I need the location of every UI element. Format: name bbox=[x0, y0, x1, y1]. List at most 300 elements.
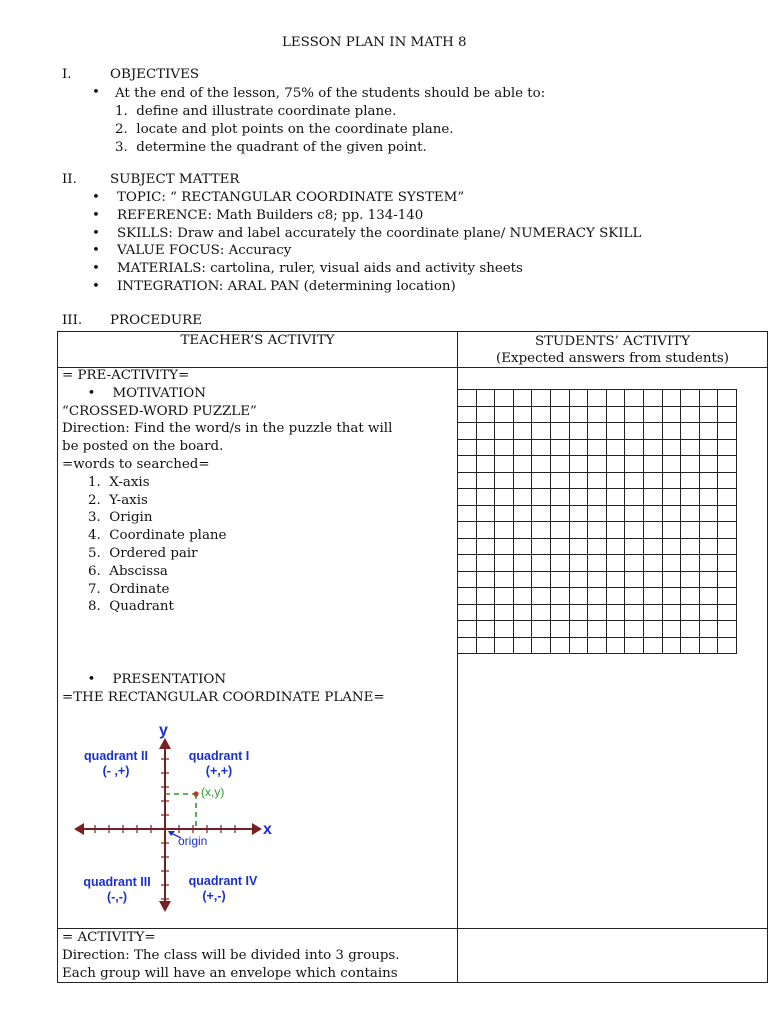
plane-title: =THE RECTANGULAR COORDINATE PLANE= bbox=[62, 689, 385, 705]
objectives-intro: At the end of the lesson, 75% of the students should be able to: bbox=[115, 86, 546, 101]
puzzle-cell bbox=[532, 423, 551, 440]
puzzle-cell bbox=[495, 555, 514, 572]
puzzle-cell bbox=[644, 423, 663, 440]
puzzle-cell bbox=[681, 489, 700, 506]
puzzle-cell bbox=[458, 605, 477, 622]
puzzle-cell bbox=[681, 506, 700, 523]
puzzle-cell bbox=[588, 621, 607, 638]
puzzle-cell bbox=[495, 473, 514, 490]
puzzle-cell bbox=[570, 489, 589, 506]
puzzle-cell bbox=[551, 473, 570, 490]
puzzle-cell bbox=[644, 572, 663, 589]
list-item: 7. Ordinate bbox=[88, 581, 170, 597]
puzzle-cell bbox=[663, 489, 682, 506]
puzzle-cell bbox=[700, 539, 719, 556]
puzzle-cell bbox=[607, 605, 626, 622]
subject-list bbox=[92, 189, 641, 296]
puzzle-cell bbox=[663, 539, 682, 556]
puzzle-cell bbox=[700, 588, 719, 605]
puzzle-cell bbox=[551, 489, 570, 506]
puzzle-cell bbox=[477, 572, 496, 589]
puzzle-cell bbox=[495, 539, 514, 556]
puzzle-cell bbox=[551, 423, 570, 440]
y-axis-label: y bbox=[159, 722, 168, 739]
puzzle-cell bbox=[477, 588, 496, 605]
list-item: • TOPIC: “ RECTANGULAR COORDINATE SYSTEM” bbox=[92, 190, 465, 205]
puzzle-cell bbox=[681, 423, 700, 440]
pre-activity-label: = PRE-ACTIVITY= bbox=[62, 368, 190, 383]
puzzle-cell bbox=[532, 473, 551, 490]
puzzle-cell bbox=[625, 489, 644, 506]
puzzle-cell bbox=[718, 638, 737, 655]
puzzle-cell bbox=[532, 522, 551, 539]
puzzle-cell bbox=[700, 489, 719, 506]
puzzle-cell bbox=[514, 605, 533, 622]
puzzle-cell bbox=[458, 423, 477, 440]
subject-heading: SUBJECT MATTER bbox=[110, 172, 240, 187]
puzzle-cell bbox=[570, 572, 589, 589]
puzzle-cell bbox=[514, 473, 533, 490]
quadrant-2-sign: (- ,+) bbox=[102, 764, 130, 778]
puzzle-cell bbox=[718, 522, 737, 539]
puzzle-cell bbox=[644, 522, 663, 539]
puzzle-cell bbox=[607, 572, 626, 589]
pre-activity-block bbox=[62, 367, 392, 616]
puzzle-cell bbox=[551, 621, 570, 638]
puzzle-cell bbox=[495, 522, 514, 539]
puzzle-cell bbox=[681, 522, 700, 539]
puzzle-cell bbox=[514, 506, 533, 523]
puzzle-cell bbox=[718, 621, 737, 638]
puzzle-cell bbox=[718, 440, 737, 457]
puzzle-cell bbox=[458, 621, 477, 638]
puzzle-cell bbox=[570, 522, 589, 539]
puzzle-cell bbox=[570, 407, 589, 424]
puzzle-cell bbox=[681, 440, 700, 457]
puzzle-cell bbox=[514, 522, 533, 539]
procedure-heading: PROCEDURE bbox=[110, 313, 202, 328]
puzzle-cell bbox=[532, 539, 551, 556]
x-axis-right-arrow-icon bbox=[252, 823, 262, 835]
quadrant-4-sign: (+,-) bbox=[202, 889, 226, 903]
puzzle-cell bbox=[718, 423, 737, 440]
puzzle-cell bbox=[607, 407, 626, 424]
quadrant-2-label: quadrant II bbox=[84, 749, 148, 763]
puzzle-cell bbox=[551, 506, 570, 523]
origin-label: origin bbox=[178, 834, 208, 848]
list-item: 2. Y-axis bbox=[88, 492, 148, 508]
quadrant-3-label: quadrant III bbox=[83, 875, 151, 889]
puzzle-cell bbox=[458, 588, 477, 605]
puzzle-cell bbox=[495, 621, 514, 638]
puzzle-cell bbox=[532, 621, 551, 638]
puzzle-cell bbox=[477, 638, 496, 655]
puzzle-cell bbox=[644, 506, 663, 523]
x-axis-left-arrow-icon bbox=[74, 823, 84, 835]
puzzle-cell bbox=[681, 605, 700, 622]
puzzle-cell bbox=[514, 407, 533, 424]
puzzle-cell bbox=[532, 638, 551, 655]
puzzle-cell bbox=[644, 473, 663, 490]
puzzle-cell bbox=[681, 588, 700, 605]
puzzle-cell bbox=[625, 555, 644, 572]
x-axis-label: x bbox=[263, 821, 272, 838]
puzzle-cell bbox=[570, 621, 589, 638]
page-title: LESSON PLAN IN MATH 8 bbox=[282, 35, 467, 50]
activity-block bbox=[62, 929, 400, 982]
puzzle-cell bbox=[458, 407, 477, 424]
puzzle-cell bbox=[681, 473, 700, 490]
puzzle-cell bbox=[718, 473, 737, 490]
puzzle-cell bbox=[607, 638, 626, 655]
puzzle-cell bbox=[477, 605, 496, 622]
quadrant-4-label: quadrant IV bbox=[188, 874, 258, 888]
puzzle-cell bbox=[644, 605, 663, 622]
puzzle-cell bbox=[663, 456, 682, 473]
puzzle-cell bbox=[644, 555, 663, 572]
teacher-header-cell bbox=[58, 332, 458, 368]
puzzle-cell bbox=[663, 440, 682, 457]
puzzle-cell bbox=[532, 456, 551, 473]
puzzle-cell bbox=[551, 407, 570, 424]
students-header-cell bbox=[458, 332, 768, 368]
presentation-item: • PRESENTATION bbox=[62, 672, 227, 687]
puzzle-cell bbox=[458, 473, 477, 490]
puzzle-cell bbox=[477, 621, 496, 638]
puzzle-cell bbox=[700, 440, 719, 457]
procedure-numeral: III. bbox=[62, 313, 83, 328]
teacher-header: TEACHER’S ACTIVITY bbox=[180, 333, 335, 348]
point-label: (x,y) bbox=[201, 785, 225, 799]
puzzle-cell bbox=[588, 506, 607, 523]
puzzle-cell bbox=[700, 423, 719, 440]
puzzle-cell bbox=[663, 555, 682, 572]
list-item: 6. Abscissa bbox=[88, 563, 168, 579]
puzzle-cell bbox=[588, 588, 607, 605]
puzzle-cell bbox=[458, 555, 477, 572]
puzzle-cell bbox=[625, 621, 644, 638]
puzzle-cell bbox=[607, 489, 626, 506]
objectives-list bbox=[115, 103, 454, 156]
puzzle-cell bbox=[495, 506, 514, 523]
puzzle-cell bbox=[458, 440, 477, 457]
puzzle-cell bbox=[551, 605, 570, 622]
puzzle-cell bbox=[532, 588, 551, 605]
puzzle-cell bbox=[607, 555, 626, 572]
objectives-numeral: I. bbox=[62, 67, 72, 82]
puzzle-cell bbox=[625, 407, 644, 424]
puzzle-cell bbox=[532, 506, 551, 523]
puzzle-cell bbox=[588, 456, 607, 473]
puzzle-cell bbox=[495, 456, 514, 473]
puzzle-cell bbox=[644, 621, 663, 638]
puzzle-cell bbox=[700, 638, 719, 655]
puzzle-cell bbox=[681, 539, 700, 556]
puzzle-cell bbox=[477, 555, 496, 572]
puzzle-cell bbox=[700, 621, 719, 638]
list-item: • VALUE FOCUS: Accuracy bbox=[92, 243, 292, 259]
puzzle-cell bbox=[551, 572, 570, 589]
puzzle-cell bbox=[532, 390, 551, 407]
puzzle-cell bbox=[644, 638, 663, 655]
quadrant-3-sign: (-,-) bbox=[106, 890, 128, 904]
puzzle-cell bbox=[588, 522, 607, 539]
puzzle-cell bbox=[718, 390, 737, 407]
puzzle-cell bbox=[588, 407, 607, 424]
words-list bbox=[62, 474, 392, 616]
motivation-item: • MOTIVATION bbox=[62, 385, 206, 401]
coordinate-plane-diagram bbox=[68, 716, 288, 916]
puzzle-cell bbox=[607, 539, 626, 556]
puzzle-cell bbox=[588, 572, 607, 589]
puzzle-cell bbox=[477, 440, 496, 457]
puzzle-cell bbox=[625, 572, 644, 589]
puzzle-cell bbox=[718, 539, 737, 556]
puzzle-cell bbox=[514, 440, 533, 457]
direction-line: Direction: Find the word/s in the puzzle that will bbox=[62, 421, 393, 437]
puzzle-cell bbox=[514, 390, 533, 407]
puzzle-cell bbox=[700, 555, 719, 572]
puzzle-cell bbox=[570, 440, 589, 457]
puzzle-cell bbox=[700, 605, 719, 622]
list-item: • SKILLS: Draw and label accurately the coordinate plane/ NUMERACY SKILL bbox=[92, 225, 642, 241]
list-item: 3. Origin bbox=[88, 510, 153, 526]
puzzle-cell bbox=[477, 390, 496, 407]
puzzle-cell bbox=[551, 456, 570, 473]
puzzle-cell bbox=[570, 473, 589, 490]
puzzle-cell bbox=[718, 506, 737, 523]
puzzle-cell bbox=[477, 539, 496, 556]
puzzle-cell bbox=[700, 522, 719, 539]
puzzle-cell bbox=[514, 588, 533, 605]
puzzle-cell bbox=[644, 588, 663, 605]
puzzle-cell bbox=[532, 605, 551, 622]
puzzle-cell bbox=[458, 572, 477, 589]
list-item: 4. Coordinate plane bbox=[88, 528, 227, 544]
puzzle-cell bbox=[495, 390, 514, 407]
puzzle-cell bbox=[588, 440, 607, 457]
puzzle-cell bbox=[644, 489, 663, 506]
puzzle-cell bbox=[477, 473, 496, 490]
puzzle-cell bbox=[607, 522, 626, 539]
students-header: STUDENTS’ ACTIVITY bbox=[534, 334, 691, 349]
direction-line: be posted on the board. bbox=[62, 439, 224, 455]
puzzle-cell bbox=[477, 506, 496, 523]
puzzle-cell bbox=[625, 539, 644, 556]
y-axis-up-arrow-icon bbox=[159, 738, 171, 749]
puzzle-cell bbox=[495, 489, 514, 506]
puzzle-cell bbox=[588, 539, 607, 556]
puzzle-cell bbox=[588, 638, 607, 655]
puzzle-cell bbox=[607, 423, 626, 440]
list-item: • MATERIALS: cartolina, ruler, visual aids and activity sheets bbox=[92, 261, 523, 277]
puzzle-cell bbox=[588, 489, 607, 506]
puzzle-cell bbox=[551, 390, 570, 407]
puzzle-cell bbox=[625, 390, 644, 407]
objectives-heading: OBJECTIVES bbox=[110, 67, 200, 82]
puzzle-cell bbox=[570, 456, 589, 473]
activity-direction: Direction: The class will be divided into 3 groups. bbox=[62, 947, 400, 963]
puzzle-cell bbox=[477, 423, 496, 440]
puzzle-cell bbox=[514, 539, 533, 556]
puzzle-cell bbox=[458, 456, 477, 473]
puzzle-cell bbox=[477, 407, 496, 424]
puzzle-cell bbox=[458, 390, 477, 407]
activity-direction: Each group will have an envelope which contains bbox=[62, 965, 398, 981]
puzzle-cell bbox=[514, 638, 533, 655]
list-item: 3. determine the quadrant of the given point. bbox=[115, 139, 427, 155]
puzzle-cell bbox=[663, 605, 682, 622]
puzzle-cell bbox=[588, 555, 607, 572]
plotted-point bbox=[193, 791, 198, 796]
puzzle-cell bbox=[718, 572, 737, 589]
puzzle-cell bbox=[477, 489, 496, 506]
puzzle-cell bbox=[514, 572, 533, 589]
puzzle-cell bbox=[718, 456, 737, 473]
puzzle-cell bbox=[495, 605, 514, 622]
puzzle-cell bbox=[570, 638, 589, 655]
puzzle-cell bbox=[495, 588, 514, 605]
puzzle-cell bbox=[477, 456, 496, 473]
puzzle-cell bbox=[625, 473, 644, 490]
puzzle-cell bbox=[625, 588, 644, 605]
puzzle-cell bbox=[718, 605, 737, 622]
list-item: 5. Ordered pair bbox=[88, 545, 198, 561]
puzzle-cell bbox=[663, 506, 682, 523]
puzzle-cell bbox=[625, 440, 644, 457]
puzzle-cell bbox=[570, 605, 589, 622]
puzzle-cell bbox=[663, 390, 682, 407]
puzzle-cell bbox=[644, 440, 663, 457]
puzzle-cell bbox=[495, 572, 514, 589]
puzzle-cell bbox=[607, 473, 626, 490]
puzzle-cell bbox=[532, 489, 551, 506]
students-subheader: (Expected answers from students) bbox=[496, 351, 729, 366]
puzzle-cell bbox=[663, 407, 682, 424]
puzzle-cell bbox=[458, 522, 477, 539]
puzzle-cell bbox=[625, 605, 644, 622]
puzzle-cell bbox=[681, 456, 700, 473]
puzzle-cell bbox=[458, 489, 477, 506]
puzzle-cell bbox=[700, 390, 719, 407]
puzzle-cell bbox=[551, 588, 570, 605]
y-axis-down-arrow-icon bbox=[159, 901, 171, 912]
puzzle-cell bbox=[607, 390, 626, 407]
puzzle-cell bbox=[532, 555, 551, 572]
puzzle-cell bbox=[551, 522, 570, 539]
activity-label: = ACTIVITY= bbox=[62, 930, 156, 945]
puzzle-cell bbox=[514, 489, 533, 506]
puzzle-cell bbox=[644, 539, 663, 556]
puzzle-cell bbox=[625, 456, 644, 473]
list-item: 1. X-axis bbox=[88, 474, 150, 490]
puzzle-cell bbox=[588, 605, 607, 622]
puzzle-cell bbox=[495, 638, 514, 655]
puzzle-cell bbox=[625, 506, 644, 523]
quadrant-1-label: quadrant I bbox=[188, 749, 250, 763]
puzzle-cell bbox=[458, 539, 477, 556]
puzzle-cell bbox=[681, 572, 700, 589]
puzzle-cell bbox=[644, 407, 663, 424]
puzzle-cell bbox=[700, 456, 719, 473]
puzzle-cell bbox=[532, 440, 551, 457]
puzzle-cell bbox=[663, 473, 682, 490]
puzzle-cell bbox=[663, 588, 682, 605]
puzzle-cell bbox=[551, 555, 570, 572]
puzzle-cell bbox=[495, 440, 514, 457]
puzzle-cell bbox=[570, 555, 589, 572]
puzzle-cell bbox=[700, 473, 719, 490]
list-item: 2. locate and plot points on the coordinate plane. bbox=[115, 121, 454, 137]
puzzle-cell bbox=[700, 506, 719, 523]
puzzle-cell bbox=[607, 588, 626, 605]
bullet: • bbox=[92, 85, 100, 100]
puzzle-cell bbox=[514, 621, 533, 638]
puzzle-cell bbox=[663, 522, 682, 539]
puzzle-cell bbox=[588, 390, 607, 407]
puzzle-cell bbox=[551, 440, 570, 457]
puzzle-cell bbox=[458, 506, 477, 523]
puzzle-cell bbox=[607, 440, 626, 457]
puzzle-cell bbox=[681, 621, 700, 638]
puzzle-cell bbox=[718, 555, 737, 572]
puzzle-cell bbox=[700, 572, 719, 589]
puzzle-cell bbox=[607, 506, 626, 523]
puzzle-cell bbox=[570, 539, 589, 556]
puzzle-title: “CROSSED-WORD PUZZLE” bbox=[62, 403, 257, 419]
puzzle-cell bbox=[607, 456, 626, 473]
puzzle-cell bbox=[495, 407, 514, 424]
words-heading: =words to searched= bbox=[62, 456, 210, 472]
list-item: • REFERENCE: Math Builders c8; pp. 134-140 bbox=[92, 207, 424, 223]
puzzle-cell bbox=[718, 407, 737, 424]
puzzle-cell bbox=[625, 638, 644, 655]
puzzle-cell bbox=[644, 456, 663, 473]
puzzle-cell bbox=[570, 423, 589, 440]
puzzle-cell bbox=[607, 621, 626, 638]
subject-numeral: II. bbox=[62, 172, 77, 187]
presentation-block bbox=[62, 671, 385, 707]
puzzle-cell bbox=[532, 572, 551, 589]
list-item: 1. define and illustrate coordinate plane. bbox=[115, 104, 397, 119]
puzzle-cell bbox=[700, 407, 719, 424]
quadrant-1-sign: (+,+) bbox=[205, 764, 233, 778]
puzzle-cell bbox=[663, 621, 682, 638]
puzzle-cell bbox=[681, 555, 700, 572]
puzzle-cell bbox=[644, 390, 663, 407]
puzzle-cell bbox=[625, 522, 644, 539]
puzzle-cell bbox=[514, 456, 533, 473]
puzzle-cell bbox=[570, 390, 589, 407]
puzzle-cell bbox=[625, 423, 644, 440]
puzzle-cell bbox=[477, 522, 496, 539]
puzzle-cell bbox=[663, 572, 682, 589]
crossword-puzzle-grid bbox=[457, 389, 737, 654]
puzzle-cell bbox=[514, 423, 533, 440]
puzzle-cell bbox=[718, 588, 737, 605]
list-item: • INTEGRATION: ARAL PAN (determining location) bbox=[92, 278, 456, 294]
puzzle-cell bbox=[570, 506, 589, 523]
puzzle-cell bbox=[551, 539, 570, 556]
puzzle-cell bbox=[588, 473, 607, 490]
puzzle-cell bbox=[514, 555, 533, 572]
puzzle-cell bbox=[663, 638, 682, 655]
list-item: 8. Quadrant bbox=[88, 599, 174, 615]
puzzle-cell bbox=[681, 390, 700, 407]
puzzle-cell bbox=[681, 407, 700, 424]
puzzle-cell bbox=[551, 638, 570, 655]
puzzle-cell bbox=[663, 423, 682, 440]
